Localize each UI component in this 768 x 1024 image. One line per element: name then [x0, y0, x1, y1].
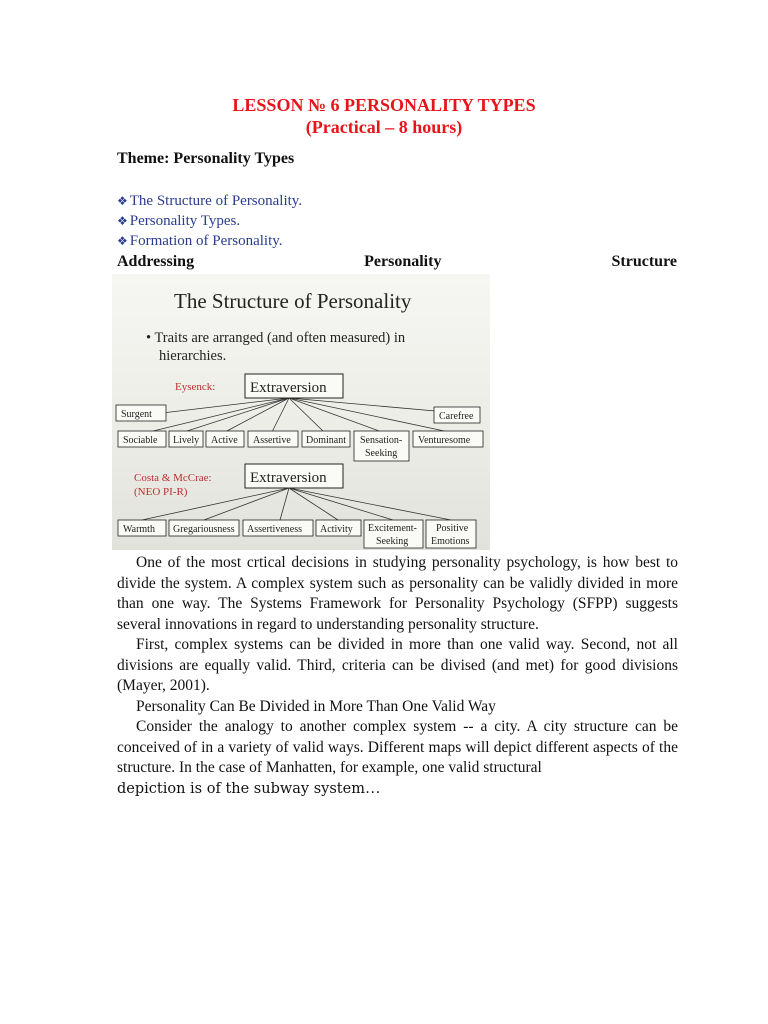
seeking-label: Seeking — [365, 448, 398, 459]
eysenck-extraversion: Extraversion — [250, 380, 327, 396]
diamond-bullet-icon: ❖ — [117, 234, 128, 248]
list-item-label: Personality Types. — [129, 213, 241, 229]
dominant-label: Dominant — [306, 435, 346, 446]
slide-title: The Structure of Personality — [174, 289, 412, 313]
lesson-title: LESSON № 6 PERSONALITY TYPES — [232, 95, 536, 115]
paragraph-2: First, complex systems can be divided in more than one valid way. Second, not all divisions are equally valid. Third, criteria can be divised (and met) for good divisions (Mayer, 2001). — [117, 636, 678, 694]
theme-heading: Theme: Personality Types — [117, 150, 295, 167]
paragraph-1: One of the most crtical decisions in studying personality psychology, is how best to divide the system. A complex system such as personality can be validly divided in more than one way. The Systems Framework for Personality Psychology (SFPP) suggests several innovations in regard to understanding personality structure. — [117, 554, 678, 633]
slide-bullet-line1: • Traits are arranged (and often measured) in — [146, 330, 406, 346]
list-item-label: The Structure of Personality. — [129, 193, 303, 209]
list-item — [117, 191, 302, 211]
excitement-label: Excitement- — [368, 523, 417, 534]
diamond-bullet-icon: ❖ — [117, 214, 128, 228]
paragraph-4: Consider the analogy to another complex system -- a city. A city structure can be conceived of in a variety of valid ways. Different maps will depict different aspects of the structure. In the case of Manhatten, for example, one valid structural — [117, 718, 678, 776]
carefree-label: Carefree — [439, 411, 474, 422]
gregariousness-label: Gregariousness — [173, 524, 235, 535]
assertive-label: Assertive — [253, 435, 291, 446]
active-label: Active — [211, 435, 238, 446]
lively-label: Lively — [173, 435, 200, 446]
body-text — [117, 553, 678, 799]
paragraph-5-text: depiction is of the subway system — [117, 780, 365, 797]
costa-extraversion: Extraversion — [250, 470, 327, 486]
sociable-label: Sociable — [123, 435, 158, 446]
list-item — [117, 231, 302, 251]
activity-label: Activity — [320, 524, 353, 535]
costa-label-1: Costa & McCrae: — [134, 472, 212, 484]
positive-label: Positive — [436, 523, 469, 534]
assertiveness-label: Assertiveness — [247, 524, 302, 535]
paragraph-3: Personality Can Be Divided in More Than One Valid Way — [136, 697, 496, 715]
addressing-heading — [117, 253, 677, 271]
sensation-label: Sensation- — [360, 435, 403, 446]
excitement-seeking-label: Seeking — [376, 536, 409, 547]
eysenck-label: Eysenck: — [175, 381, 216, 393]
emotions-label: Emotions — [431, 536, 470, 547]
topic-list — [117, 191, 302, 251]
structure-of-personality-figure — [112, 274, 490, 550]
slide-bullet-line2: hierarchies. — [159, 348, 227, 364]
surgent-label: Surgent — [121, 409, 152, 420]
list-item — [117, 211, 302, 231]
costa-label-2: (NEO PI-R) — [134, 486, 188, 498]
venturesome-label: Venturesome — [418, 435, 471, 446]
personality-word: Personality — [364, 253, 442, 270]
structure-word: Structure — [611, 253, 677, 270]
addressing-word: Addressing — [117, 253, 195, 270]
warmth-label: Warmth — [123, 524, 155, 535]
list-item-label: Formation of Personality. — [129, 233, 283, 249]
lesson-subtitle: (Practical – 8 hours) — [305, 117, 463, 137]
diamond-bullet-icon: ❖ — [117, 194, 128, 208]
paragraph-5 — [117, 779, 678, 800]
paragraph-5-ellipsis: … — [364, 779, 381, 797]
